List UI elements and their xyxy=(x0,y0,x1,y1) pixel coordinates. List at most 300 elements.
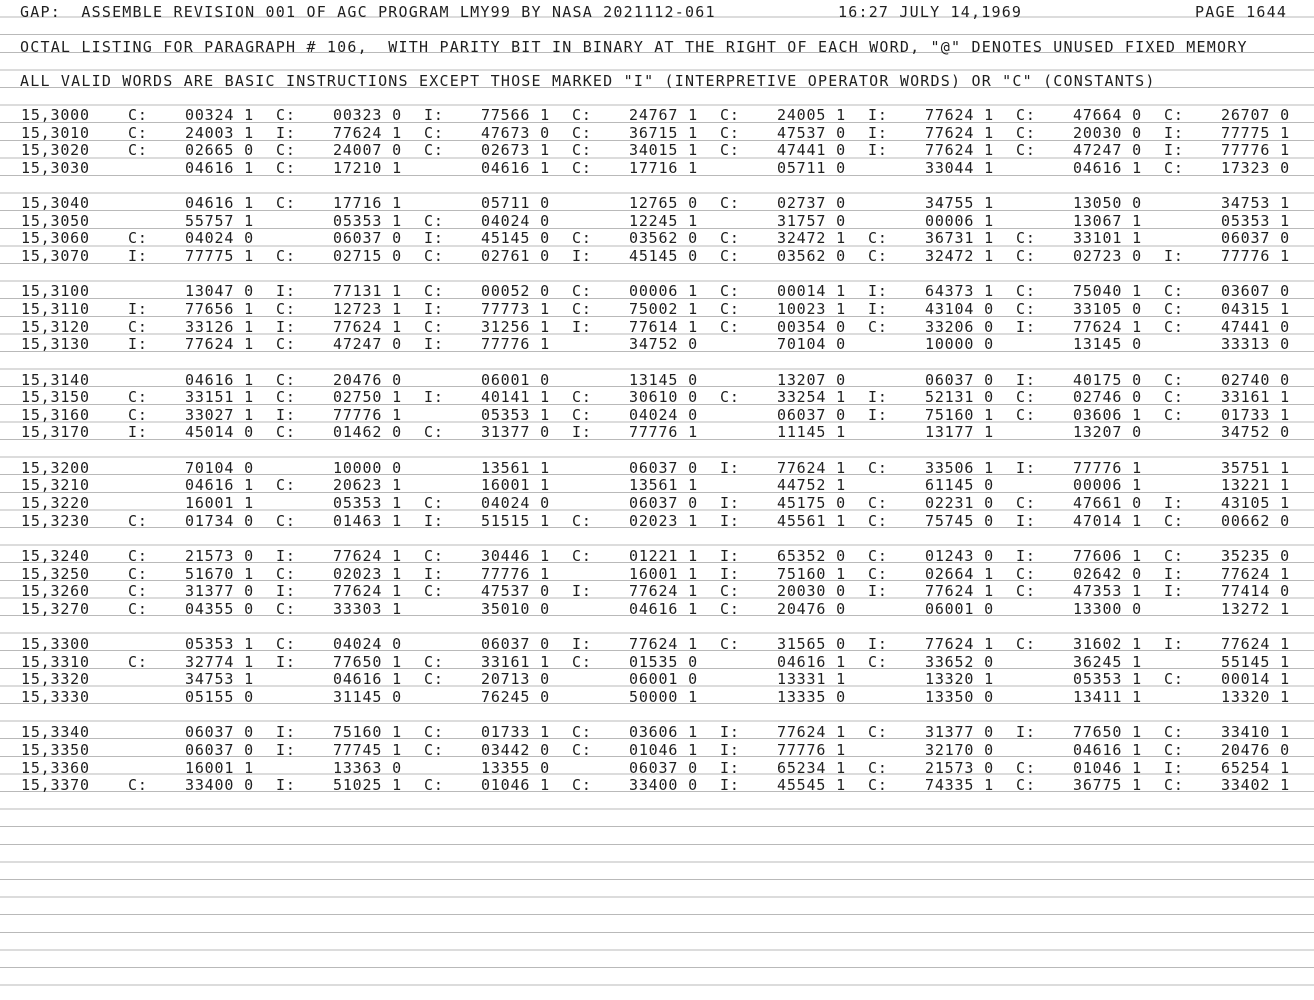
word-parity-bit: 0 xyxy=(540,282,550,301)
word-parity-bit: 1 xyxy=(1132,158,1142,177)
word-parity-bit: 1 xyxy=(540,106,550,124)
row-address: 15,3250 xyxy=(21,564,90,583)
word-type-tag: I: xyxy=(720,493,740,512)
word-cell xyxy=(868,389,994,407)
word-parity-bit: 1 xyxy=(688,106,698,124)
word-parity-bit: 1 xyxy=(540,335,550,354)
word-cell xyxy=(720,724,846,742)
word-type-tag: I: xyxy=(276,723,296,742)
word-type-tag: C: xyxy=(572,229,592,248)
word-parity-bit: 0 xyxy=(984,299,994,318)
word-parity-bit: 0 xyxy=(836,687,846,706)
word-octal-value: 17716 xyxy=(629,158,679,177)
word-parity-bit: 1 xyxy=(244,388,254,407)
word-cell xyxy=(868,636,994,654)
word-octal-value: 13177 xyxy=(925,423,975,442)
word-parity-bit: 1 xyxy=(688,299,698,318)
word-octal-value: 13363 xyxy=(333,758,383,777)
word-parity-bit: 1 xyxy=(984,141,994,160)
word-cell xyxy=(1016,336,1142,354)
word-cell xyxy=(128,601,254,619)
row-address: 15,3210 xyxy=(21,476,90,495)
word-octal-value: 33105 xyxy=(1073,299,1123,318)
word-octal-value: 35751 xyxy=(1221,458,1271,477)
word-octal-value: 33254 xyxy=(777,388,827,407)
word-cell xyxy=(572,654,698,672)
word-cell xyxy=(572,460,698,478)
word-parity-bit: 1 xyxy=(244,652,254,671)
word-parity-bit: 1 xyxy=(244,158,254,177)
word-octal-value: 33206 xyxy=(925,317,975,336)
word-type-tag: C: xyxy=(424,123,444,142)
word-parity-bit: 1 xyxy=(540,564,550,583)
word-parity-bit: 1 xyxy=(984,246,994,265)
word-type-tag: I: xyxy=(1016,723,1036,742)
word-cell xyxy=(1164,125,1290,143)
word-cell xyxy=(1164,372,1290,390)
word-octal-value: 02665 xyxy=(185,141,235,160)
word-cell xyxy=(868,160,994,178)
word-type-tag: I: xyxy=(868,141,888,160)
word-cell xyxy=(1016,389,1142,407)
word-cell xyxy=(1164,777,1290,795)
word-type-tag: C: xyxy=(720,317,740,336)
word-octal-value: 33151 xyxy=(185,388,235,407)
word-parity-bit: 1 xyxy=(392,599,402,618)
word-octal-value: 04616 xyxy=(1073,740,1123,759)
word-parity-bit: 0 xyxy=(984,687,994,706)
word-cell xyxy=(1016,142,1142,160)
word-octal-value: 47247 xyxy=(1073,141,1123,160)
word-cell xyxy=(1016,107,1142,125)
word-type-tag: I: xyxy=(720,740,740,759)
word-octal-value: 32170 xyxy=(925,740,975,759)
word-octal-value: 04024 xyxy=(481,493,531,512)
word-parity-bit: 1 xyxy=(392,740,402,759)
word-octal-value: 33400 xyxy=(629,776,679,795)
word-octal-value: 06037 xyxy=(481,635,531,654)
word-type-tag: C: xyxy=(128,776,148,795)
word-parity-bit: 1 xyxy=(836,776,846,795)
word-parity-bit: 1 xyxy=(244,370,254,389)
word-cell xyxy=(572,636,698,654)
word-cell xyxy=(276,566,402,584)
word-octal-value: 02737 xyxy=(777,194,827,213)
row-address: 15,3120 xyxy=(21,317,90,336)
word-type-tag: C: xyxy=(1164,106,1184,124)
word-parity-bit: 1 xyxy=(244,670,254,689)
word-cell xyxy=(276,424,402,442)
word-octal-value: 00014 xyxy=(1221,670,1271,689)
word-type-tag: C: xyxy=(276,246,296,265)
word-type-tag: C: xyxy=(1016,776,1036,795)
word-cell xyxy=(572,583,698,601)
word-parity-bit: 0 xyxy=(836,123,846,142)
word-cell xyxy=(424,107,550,125)
word-type-tag: C: xyxy=(572,388,592,407)
word-cell xyxy=(572,513,698,531)
word-octal-value: 02761 xyxy=(481,246,531,265)
word-cell xyxy=(276,671,402,689)
word-parity-bit: 1 xyxy=(1132,511,1142,530)
word-cell xyxy=(276,301,402,319)
word-cell xyxy=(424,336,550,354)
word-cell xyxy=(572,548,698,566)
word-octal-value: 06037 xyxy=(629,493,679,512)
word-octal-value: 03442 xyxy=(481,740,531,759)
word-octal-value: 34753 xyxy=(1221,194,1271,213)
word-parity-bit: 1 xyxy=(1132,652,1142,671)
word-cell xyxy=(1016,213,1142,231)
row-group xyxy=(0,372,1314,460)
word-octal-value: 47537 xyxy=(777,123,827,142)
word-type-tag: C: xyxy=(1016,282,1036,301)
word-cell xyxy=(1016,654,1142,672)
word-octal-value: 77650 xyxy=(333,652,383,671)
word-cell xyxy=(276,372,402,390)
word-octal-value: 02715 xyxy=(333,246,383,265)
word-parity-bit: 0 xyxy=(244,282,254,301)
word-cell xyxy=(572,142,698,160)
word-parity-bit: 0 xyxy=(392,458,402,477)
word-cell xyxy=(276,336,402,354)
word-parity-bit: 0 xyxy=(984,335,994,354)
word-cell xyxy=(276,601,402,619)
word-octal-value: 04616 xyxy=(185,158,235,177)
word-type-tag: I: xyxy=(276,546,296,565)
word-cell xyxy=(1016,495,1142,513)
word-parity-bit: 0 xyxy=(540,370,550,389)
word-cell xyxy=(868,548,994,566)
word-parity-bit: 1 xyxy=(688,158,698,177)
word-parity-bit: 0 xyxy=(392,687,402,706)
word-type-tag: C: xyxy=(424,282,444,301)
word-type-tag: C: xyxy=(424,723,444,742)
word-type-tag: I: xyxy=(1164,635,1184,654)
word-type-tag: C: xyxy=(868,723,888,742)
word-type-tag: I: xyxy=(720,564,740,583)
word-parity-bit: 0 xyxy=(836,405,846,424)
word-cell xyxy=(276,513,402,531)
word-octal-value: 47441 xyxy=(1221,317,1271,336)
word-parity-bit: 1 xyxy=(1132,723,1142,742)
word-cell xyxy=(1164,142,1290,160)
word-parity-bit: 1 xyxy=(540,652,550,671)
word-parity-bit: 1 xyxy=(244,299,254,318)
word-parity-bit: 1 xyxy=(392,194,402,213)
word-octal-value: 13050 xyxy=(1073,194,1123,213)
word-octal-value: 26707 xyxy=(1221,106,1271,124)
word-octal-value: 77624 xyxy=(185,335,235,354)
word-type-tag: C: xyxy=(868,246,888,265)
word-octal-value: 05155 xyxy=(185,687,235,706)
row-group xyxy=(0,724,1314,812)
word-type-tag: I: xyxy=(572,246,592,265)
word-type-tag: C: xyxy=(424,740,444,759)
word-type-tag: C: xyxy=(572,723,592,742)
word-parity-bit: 1 xyxy=(688,141,698,160)
listing-row xyxy=(0,407,1314,425)
word-parity-bit: 0 xyxy=(1132,370,1142,389)
word-type-tag: C: xyxy=(276,423,296,442)
word-cell xyxy=(424,195,550,213)
word-cell xyxy=(1164,689,1290,707)
word-cell xyxy=(424,689,550,707)
word-octal-value: 33101 xyxy=(1073,229,1123,248)
word-cell xyxy=(1164,283,1290,301)
word-parity-bit: 0 xyxy=(1280,423,1290,442)
word-cell xyxy=(572,407,698,425)
word-parity-bit: 1 xyxy=(540,405,550,424)
word-octal-value: 33161 xyxy=(481,652,531,671)
word-parity-bit: 1 xyxy=(244,123,254,142)
word-cell xyxy=(720,230,846,248)
word-cell xyxy=(128,671,254,689)
word-parity-bit: 0 xyxy=(836,335,846,354)
word-parity-bit: 1 xyxy=(1132,211,1142,230)
listing-row xyxy=(0,689,1314,707)
word-cell xyxy=(128,636,254,654)
word-parity-bit: 1 xyxy=(392,317,402,336)
word-parity-bit: 1 xyxy=(984,282,994,301)
word-cell xyxy=(720,319,846,337)
word-parity-bit: 1 xyxy=(392,723,402,742)
word-parity-bit: 0 xyxy=(1132,423,1142,442)
word-parity-bit: 1 xyxy=(836,423,846,442)
word-octal-value: 03606 xyxy=(1073,405,1123,424)
word-cell xyxy=(868,301,994,319)
word-parity-bit: 0 xyxy=(244,723,254,742)
word-octal-value: 34755 xyxy=(925,194,975,213)
word-octal-value: 75160 xyxy=(777,564,827,583)
word-type-tag: I: xyxy=(572,423,592,442)
word-octal-value: 33027 xyxy=(185,405,235,424)
word-parity-bit: 0 xyxy=(1280,317,1290,336)
word-type-tag: I: xyxy=(424,388,444,407)
word-cell xyxy=(868,372,994,390)
row-address: 15,3370 xyxy=(21,776,90,795)
word-octal-value: 06037 xyxy=(333,229,383,248)
word-parity-bit: 0 xyxy=(1280,335,1290,354)
word-cell xyxy=(720,742,846,760)
word-cell xyxy=(128,777,254,795)
word-type-tag: I: xyxy=(1164,493,1184,512)
row-address: 15,3140 xyxy=(21,370,90,389)
word-cell xyxy=(868,213,994,231)
word-cell xyxy=(572,248,698,266)
word-cell xyxy=(276,160,402,178)
word-parity-bit: 1 xyxy=(836,758,846,777)
word-cell xyxy=(276,654,402,672)
word-cell xyxy=(128,724,254,742)
word-octal-value: 20476 xyxy=(777,599,827,618)
word-octal-value: 04024 xyxy=(185,229,235,248)
word-parity-bit: 0 xyxy=(688,458,698,477)
word-octal-value: 02023 xyxy=(333,564,383,583)
word-parity-bit: 1 xyxy=(984,194,994,213)
word-octal-value: 77414 xyxy=(1221,582,1271,601)
word-parity-bit: 0 xyxy=(392,335,402,354)
word-cell xyxy=(1164,230,1290,248)
word-octal-value: 33303 xyxy=(333,599,383,618)
word-octal-value: 61145 xyxy=(925,476,975,495)
word-type-tag: C: xyxy=(128,546,148,565)
word-octal-value: 12765 xyxy=(629,194,679,213)
word-cell xyxy=(1164,636,1290,654)
word-type-tag: C: xyxy=(128,599,148,618)
word-parity-bit: 0 xyxy=(540,599,550,618)
word-parity-bit: 0 xyxy=(688,246,698,265)
word-octal-value: 50000 xyxy=(629,687,679,706)
word-parity-bit: 0 xyxy=(392,758,402,777)
word-octal-value: 10000 xyxy=(925,335,975,354)
word-type-tag: C: xyxy=(572,546,592,565)
word-type-tag: C: xyxy=(276,299,296,318)
word-parity-bit: 1 xyxy=(540,299,550,318)
row-address: 15,3320 xyxy=(21,670,90,689)
word-parity-bit: 0 xyxy=(1280,582,1290,601)
listing-row xyxy=(0,548,1314,566)
word-cell xyxy=(868,107,994,125)
word-octal-value: 24007 xyxy=(333,141,383,160)
word-octal-value: 01535 xyxy=(629,652,679,671)
word-type-tag: C: xyxy=(276,194,296,213)
word-parity-bit: 0 xyxy=(836,546,846,565)
word-parity-bit: 1 xyxy=(836,299,846,318)
word-octal-value: 17716 xyxy=(333,194,383,213)
word-type-tag: C: xyxy=(276,599,296,618)
word-parity-bit: 0 xyxy=(1280,511,1290,530)
word-cell xyxy=(572,230,698,248)
word-parity-bit: 0 xyxy=(1132,564,1142,583)
word-octal-value: 04616 xyxy=(185,370,235,389)
word-octal-value: 47353 xyxy=(1073,582,1123,601)
word-type-tag: C: xyxy=(720,582,740,601)
word-cell xyxy=(128,230,254,248)
word-octal-value: 20030 xyxy=(1073,123,1123,142)
word-parity-bit: 1 xyxy=(540,317,550,336)
word-octal-value: 33044 xyxy=(925,158,975,177)
listing-row xyxy=(0,460,1314,478)
listing-row xyxy=(0,671,1314,689)
word-parity-bit: 1 xyxy=(1132,687,1142,706)
word-octal-value: 31757 xyxy=(777,211,827,230)
word-cell xyxy=(1016,125,1142,143)
row-address: 15,3160 xyxy=(21,405,90,424)
word-octal-value: 03606 xyxy=(629,723,679,742)
word-octal-value: 13561 xyxy=(629,476,679,495)
word-parity-bit: 0 xyxy=(836,582,846,601)
word-octal-value: 77606 xyxy=(1073,546,1123,565)
listing-row xyxy=(0,160,1314,178)
word-parity-bit: 0 xyxy=(244,582,254,601)
word-cell xyxy=(424,389,550,407)
word-parity-bit: 0 xyxy=(1280,229,1290,248)
word-cell xyxy=(276,583,402,601)
word-cell xyxy=(1164,336,1290,354)
word-octal-value: 31377 xyxy=(185,582,235,601)
word-parity-bit: 0 xyxy=(688,194,698,213)
word-octal-value: 36245 xyxy=(1073,652,1123,671)
word-parity-bit: 1 xyxy=(984,106,994,124)
word-type-tag: I: xyxy=(424,299,444,318)
word-type-tag: C: xyxy=(424,670,444,689)
word-cell xyxy=(1016,372,1142,390)
word-type-tag: C: xyxy=(1016,141,1036,160)
word-cell xyxy=(720,477,846,495)
word-octal-value: 64373 xyxy=(925,282,975,301)
word-cell xyxy=(572,389,698,407)
word-octal-value: 06001 xyxy=(481,370,531,389)
word-octal-value: 02750 xyxy=(333,388,383,407)
word-parity-bit: 1 xyxy=(540,776,550,795)
word-type-tag: C: xyxy=(720,246,740,265)
word-parity-bit: 0 xyxy=(392,635,402,654)
word-octal-value: 76245 xyxy=(481,687,531,706)
word-type-tag: I: xyxy=(572,635,592,654)
word-octal-value: 70104 xyxy=(185,458,235,477)
word-octal-value: 77624 xyxy=(333,546,383,565)
word-octal-value: 77776 xyxy=(1073,458,1123,477)
listing-row xyxy=(0,389,1314,407)
word-parity-bit: 1 xyxy=(540,158,550,177)
word-octal-value: 05353 xyxy=(481,405,531,424)
word-type-tag: C: xyxy=(572,740,592,759)
word-cell xyxy=(1016,283,1142,301)
word-parity-bit: 1 xyxy=(392,511,402,530)
word-cell xyxy=(720,107,846,125)
word-parity-bit: 0 xyxy=(836,635,846,654)
word-cell xyxy=(276,283,402,301)
word-octal-value: 24003 xyxy=(185,123,235,142)
word-octal-value: 31256 xyxy=(481,317,531,336)
word-cell xyxy=(720,407,846,425)
word-parity-bit: 0 xyxy=(984,493,994,512)
row-address: 15,3100 xyxy=(21,282,90,301)
word-octal-value: 00014 xyxy=(777,282,827,301)
word-cell xyxy=(128,283,254,301)
word-cell xyxy=(572,760,698,778)
word-type-tag: I: xyxy=(720,723,740,742)
word-cell xyxy=(868,495,994,513)
word-octal-value: 21573 xyxy=(925,758,975,777)
word-parity-bit: 0 xyxy=(984,740,994,759)
word-cell xyxy=(1164,671,1290,689)
word-parity-bit: 0 xyxy=(1132,141,1142,160)
word-parity-bit: 1 xyxy=(392,299,402,318)
word-octal-value: 02231 xyxy=(925,493,975,512)
word-cell xyxy=(720,336,846,354)
word-parity-bit: 1 xyxy=(688,211,698,230)
word-parity-bit: 0 xyxy=(392,423,402,442)
word-octal-value: 77773 xyxy=(481,299,531,318)
word-type-tag: I: xyxy=(1016,317,1036,336)
word-octal-value: 51025 xyxy=(333,776,383,795)
word-octal-value: 65234 xyxy=(777,758,827,777)
word-parity-bit: 1 xyxy=(1132,405,1142,424)
word-type-tag: C: xyxy=(128,582,148,601)
word-parity-bit: 1 xyxy=(1280,670,1290,689)
word-cell xyxy=(1164,301,1290,319)
word-cell xyxy=(128,742,254,760)
word-type-tag: C: xyxy=(424,652,444,671)
word-cell xyxy=(276,142,402,160)
word-octal-value: 05353 xyxy=(1073,670,1123,689)
word-parity-bit: 0 xyxy=(688,229,698,248)
word-parity-bit: 1 xyxy=(836,106,846,124)
word-parity-bit: 1 xyxy=(392,582,402,601)
word-cell xyxy=(1164,513,1290,531)
